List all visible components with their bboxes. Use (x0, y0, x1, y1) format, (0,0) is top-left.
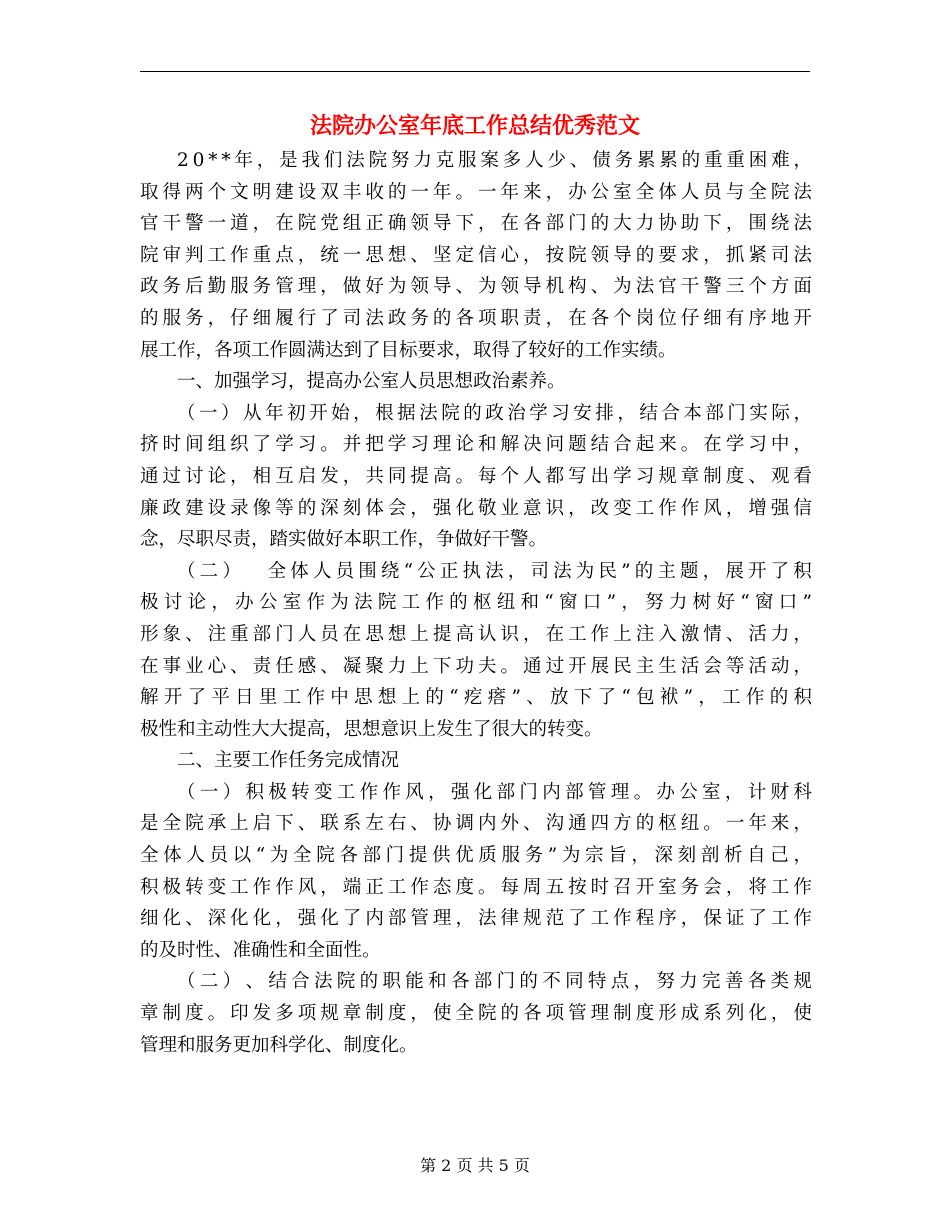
text-line: 廉 政 建 设 录 像 等 的 深 刻 体 会 ， 强 化 敬 业 意 识 ， 改 变 工 作 作 风 ， 增 强 信 (140, 497, 812, 519)
text-line: 管理和服务更加科学化、制度化。 (140, 1034, 418, 1056)
text-line: 取 得 两 个 文 明 建 设 双 丰 收 的 一 年 。 一 年 来 ， 办 公 室 全 体 人 员 与 全 院 法 (140, 181, 812, 203)
text-line: 是 全 院 承 上 启 下 、 联 系 左 右 、 协 调 内 外 、 沟 通 四 方 的 枢 纽 。 一 年 来 ， (140, 813, 812, 835)
text-line: 挤 时 间 组 织 了 学 习 。 并 把 学 习 理 论 和 解 决 问 题 结 合 起 来 。 在 学 习 中 ， (140, 434, 812, 456)
text-line: 的 服 务 ， 仔 细 履 行 了 司 法 政 务 的 各 项 职 责 ， 在 各 个 岗 位 仔 细 有 序 地 开 (140, 307, 812, 329)
document-title: 法院办公室年底工作总结优秀范文 (309, 113, 640, 139)
text-line: 二、主要工作任务完成情况 (177, 750, 400, 772)
text-line: 2 0 * * 年 ， 是 我 们 法 院 努 力 克 服 案 多 人 少 、 债 务 累 累 的 重 重 困 难 ， (177, 150, 812, 171)
text-line: 解 开 了 平 日 里 工 作 中 思 想 上 的 “ 疙 瘩 ” 、 放 下 了 “ 包 袱 ” ， 工 作 的 积 (140, 687, 812, 709)
text-line: 政 务 后 勤 服 务 管 理 ， 做 好 为 领 导 、 为 领 导 机 构 、 为 法 官 干 警 三 个 方 面 (140, 276, 812, 298)
page-footer: 第 2 页 共 5 页 (420, 1156, 530, 1175)
text-line: 的及时性、准确性和全面性。 (140, 939, 381, 961)
text-line: 极 讨 论 ， 办 公 室 作 为 法 院 工 作 的 枢 纽 和 “ 窗 口 ” ， 努 力 树 好 “ 窗 口 ” (140, 592, 812, 614)
header-rule (140, 71, 810, 72)
text-line: （ 一 ） 积 极 转 变 工 作 作 风 ， 强 化 部 门 内 部 管 理 。 办 公 室 ， 计 财 科 (177, 781, 812, 803)
text-line: 极性和主动性大大提高，思想意识上发生了很大的转变。 (140, 718, 603, 740)
text-line: 积 极 转 变 工 作 作 风 ， 端 正 工 作 态 度 。 每 周 五 按 时 召 开 室 务 会 ， 将 工 作 (140, 876, 812, 898)
text-line: 形 象 、 注 重 部 门 人 员 在 思 想 上 提 高 认 识 ， 在 工 作 上 注 入 激 情 、 活 力 ， (140, 623, 812, 645)
text-line: 章 制 度 。 印 发 多 项 规 章 制 度 ， 使 全 院 的 各 项 管 理 制 度 形 成 系 列 化 ， 使 (140, 1003, 812, 1025)
document-body (140, 145, 812, 1061)
text-line: （ 二 ） 全 体 人 员 围 绕 “ 公 正 执 法 ， 司 法 为 民 ” 的 主 题 ， 展 开 了 积 (177, 560, 812, 582)
text-line: 一、加强学习，提高办公室人员思想政治素养。 (177, 371, 566, 393)
text-line: 细 化 、 深 化 化 ， 强 化 了 内 部 管 理 ， 法 律 规 范 了 工 作 程 序 ， 保 证 了 工 作 (140, 908, 812, 930)
text-line: 通 过 讨 论 ， 相 互 启 发 ， 共 同 提 高 。 每 个 人 都 写 出 学 习 规 章 制 度 、 观 看 (140, 465, 812, 487)
text-line: 念，尽职尽责，踏实做好本职工作，争做好干警。 (140, 529, 548, 551)
text-line: 官 干 警 一 道 ， 在 院 党 组 正 确 领 导 下 ， 在 各 部 门 的 大 力 协 助 下 ， 围 绕 法 (140, 213, 812, 235)
text-line: 在 事 业 心 、 责 任 感 、 凝 聚 力 上 下 功 夫 。 通 过 开 展 民 主 生 活 会 等 活 动 ， (140, 655, 812, 677)
text-line: 全 体 人 员 以 “ 为 全 院 各 部 门 提 供 优 质 服 务 ” 为 宗 旨 ， 深 刻 剖 析 自 己 ， (140, 845, 812, 867)
text-line: （ 二 ） 、 结 合 法 院 的 职 能 和 各 部 门 的 不 同 特 点 ， 努 力 完 善 各 类 规 (177, 971, 812, 993)
text-line: （ 一 ） 从 年 初 开 始 ， 根 据 法 院 的 政 治 学 习 安 排 ， 结 合 本 部 门 实 际 ， (177, 402, 812, 424)
text-line: 展工作，各项工作圆满达到了目标要求，取得了较好的工作实绩。 (140, 339, 677, 361)
text-line: 院 审 判 工 作 重 点 ， 统 一 思 想 、 坚 定 信 心 ， 按 院 领 导 的 要 求 ， 抓 紧 司 法 (140, 244, 812, 266)
